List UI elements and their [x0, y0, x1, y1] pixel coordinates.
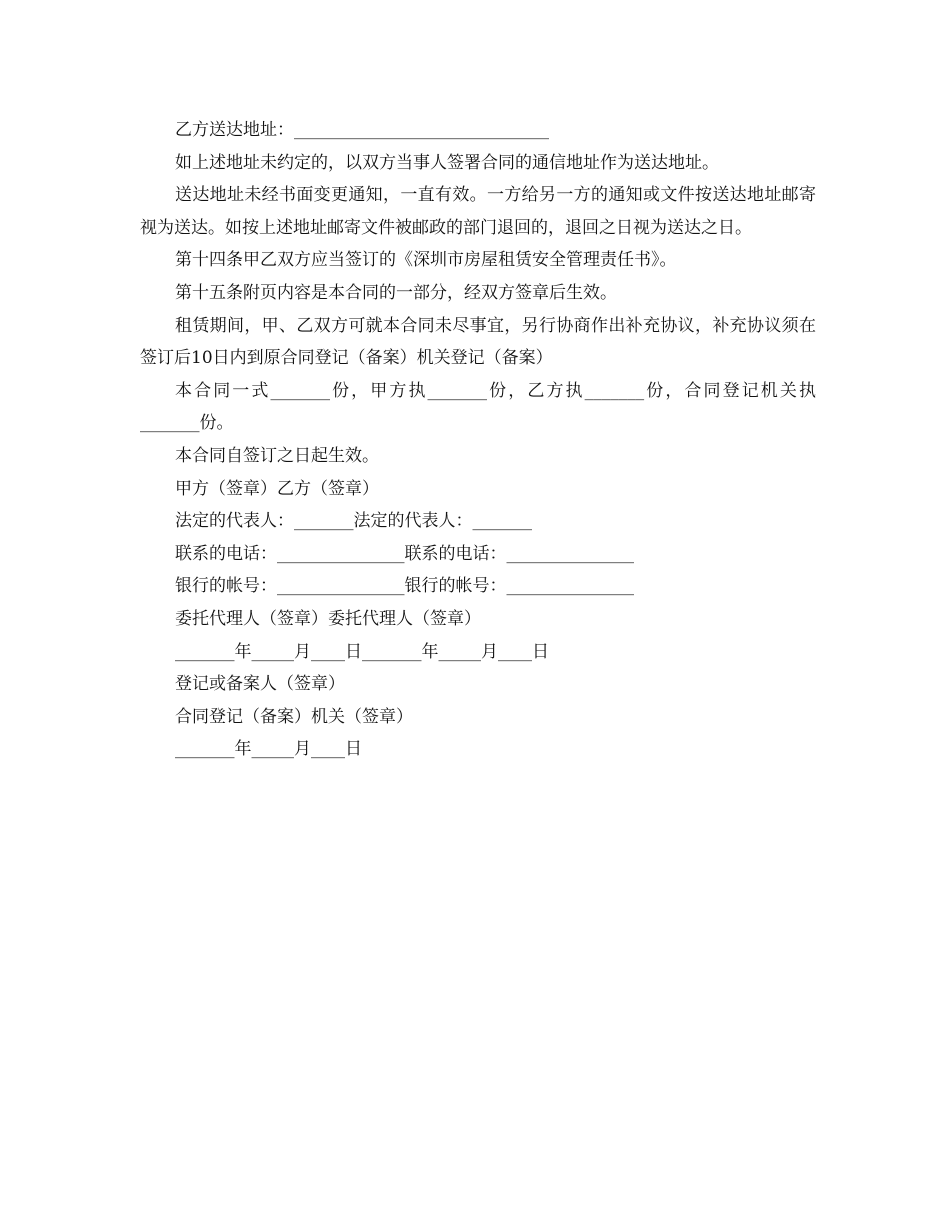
article-15: 第十五条附页内容是本合同的一部分，经双方签章后生效。: [175, 282, 617, 303]
date-single-line: _______年_____月____日: [175, 739, 362, 760]
supplement-clause: 租赁期间，甲、乙双方可就本合同未尽事宜，另行协商作出补充协议，补充协议须在签订后10日内到原合同登记（备案）机关登记（备案）: [140, 315, 816, 369]
contract-body: [140, 114, 816, 766]
address-validity-clause: 送达地址未经书面变更通知，一直有效。一方给另一方的通知或文件按送达地址邮寄视为送达。如按上述地址邮寄文件被邮政的部门退回的，退回之日视为送达之日。: [140, 185, 816, 238]
phone-line: 联系的电话：_______________联系的电话：_______________: [175, 543, 634, 564]
signatures-header: 甲方（签章）乙方（签章）: [175, 478, 379, 499]
registry-office-line: 合同登记（备案）机关（签章）: [175, 706, 413, 727]
effective-clause: 本合同自签订之日起生效。: [175, 445, 379, 466]
copies-clause: 本合同一式_______份，甲方执_______份，乙方执_______份，合同登记机关执_______份。: [140, 380, 816, 434]
article-14: 第十四条甲乙双方应当签订的《深圳市房屋租赁安全管理责任书》。: [175, 250, 677, 271]
party-b-address: 乙方送达地址：______________________________: [175, 120, 549, 140]
registrant-line: 登记或备案人（签章）: [175, 674, 345, 695]
agents-line: 委托代理人（签章）委托代理人（签章）: [175, 608, 481, 629]
bank-account-line: 银行的帐号：_______________银行的帐号：_______________: [175, 576, 634, 597]
legal-representative-line: 法定的代表人：_______法定的代表人：_______: [175, 511, 532, 532]
default-address-clause: 如上述地址未约定的，以双方当事人签署合同的通信地址作为送达地址。: [175, 152, 719, 173]
dates-pair-line: _______年_____月____日_______年_____月____日: [175, 641, 549, 662]
